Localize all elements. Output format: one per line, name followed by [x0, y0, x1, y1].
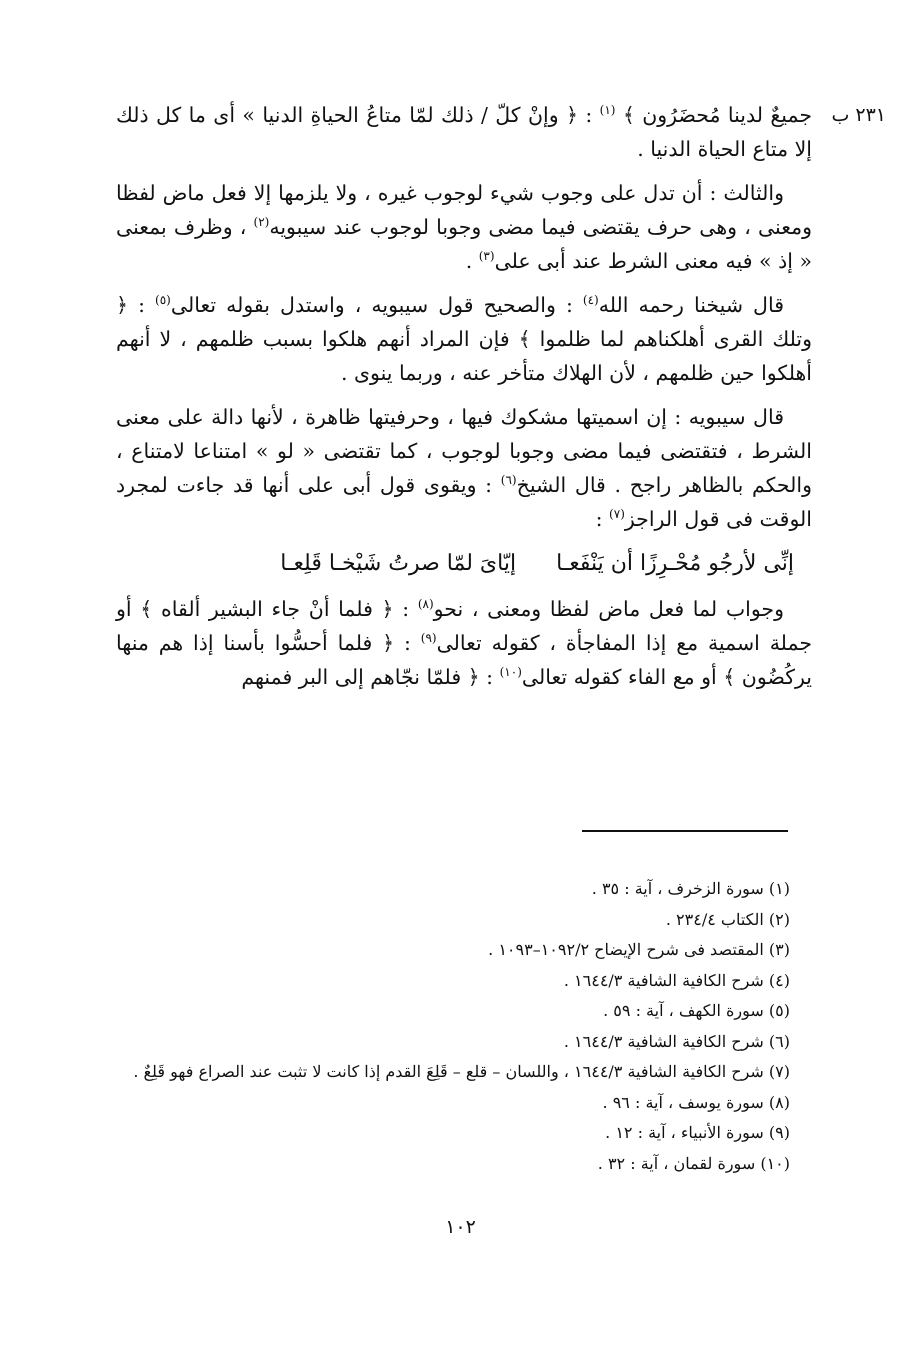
- footnote-item: (٤) شرح الكافية الشافية ١٦٤٤/٣ .: [563, 970, 790, 990]
- paragraph-text: : والصحيح قول سيبويه ، واستدل بقوله تعالى: [170, 293, 583, 317]
- paragraph-2: [116, 176, 812, 278]
- footnote-item: (١) سورة الزخرف ، آية : ٣٥ .: [591, 879, 790, 898]
- footnote-item: (٧) شرح الكافية الشافية ١٦٤٤/٣ ، واللسان – قلع – قَلِعَ القدم إذا كانت لا تثبت عند الصراع فهو قَلِعٌ .: [133, 1062, 790, 1081]
- verse-second-hemistich: إيّاىَ لمّا صرتُ شَيْخـا قَلِعـا: [280, 551, 517, 576]
- poetry-verse: [116, 546, 812, 582]
- footnote-item: (٩) سورة الأنبياء ، آية : ١٢ .: [605, 1123, 790, 1142]
- paragraph-text: قال سيبويه : إن اسميتها مشكوك فيها ، وحرفيتها ظاهرة ، لأنها دالة على معنى الشرط ، فتقتضى فيما مضى وجوبا لوجوب ، كما تقتضى « لو » امتناعا لامتناع ، والحكم بالظاهر راجح . قال الشيخ: [116, 405, 812, 497]
- paragraph-text: : ﴿ فلما أحسُّوا بأسنا إذا هم منها يركُضُون ﴾ أو مع الفاء كقوله تعالى: [116, 631, 812, 689]
- footnote-marker: (٢): [253, 215, 270, 230]
- margin-folio-note: ٢٣١ ب: [831, 104, 886, 126]
- footnote-marker: (٩): [420, 631, 437, 646]
- footnote-item: (٥) سورة الكهف ، آية : ٥٩ .: [603, 1001, 790, 1020]
- paragraph-text: : ﴿ وتلك القرى أهلكناهم لما ظلموا ﴾ فإن المراد أنهم هلكوا بسبب ظلمهم ، لا أنهم أهلكوا حين ظلمهم ، لأن الهلاك متأخر عنه ، وربما ينوى .: [116, 293, 812, 385]
- footnote-marker: (١): [599, 103, 616, 118]
- paragraph-text: وجواب لما فعل ماض لفظا ومعنى ، نحو: [433, 597, 784, 621]
- footnote-marker: (٣): [478, 249, 495, 264]
- footnote-item: (١٠) سورة لقمان ، آية : ٣٢ .: [597, 1153, 790, 1173]
- paragraph-1: [116, 98, 812, 166]
- footnote-marker: (٤): [582, 293, 599, 308]
- footnote-item: (٦) شرح الكافية الشافية ١٦٤٤/٣ .: [563, 1031, 790, 1051]
- paragraph-text: .: [465, 249, 479, 273]
- page-number: ١٠٢: [445, 1216, 476, 1238]
- footnote-marker: (٧): [609, 507, 625, 522]
- footnote-item: (٣) المقتصد فى شرح الإيضاح ١٠٩٢/٢–١٠٩٣ .: [488, 940, 790, 959]
- paragraph-4: [116, 400, 812, 536]
- main-text: [116, 98, 812, 704]
- paragraph-text: :: [595, 507, 610, 531]
- footnotes-list: [100, 874, 790, 1179]
- paragraph-text: : ﴿ فلما أنْ جاء البشير ألقاه ﴾ أو جملة اسمية مع إذا المفاجأة ، كقوله تعالى: [116, 597, 812, 655]
- paragraph-text: ، وظرف بمعنى « إذ » فيه معنى الشرط عند أبى على: [116, 215, 812, 273]
- footnote-marker: (٦): [500, 473, 517, 488]
- paragraph-text: قال شيخنا رحمه الله: [598, 293, 785, 317]
- verse-first-hemistich: إنِّى لأرجُو مُحْـرِزًا أن يَنْفَعـا: [556, 551, 794, 576]
- paragraph-text: والثالث : أن تدل على وجوب شيء لوجوب غيره ، ولا يلزمها إلا فعل ماض لفظا ومعنى ، وهى حرف يقتضى فيما مضى وجوبا لوجوب عند سيبويه: [116, 181, 812, 239]
- footnote-marker: (٨): [417, 597, 434, 612]
- paragraph-text: : ﴿ فلمّا نجّاهم إلى البر فمنهم: [241, 665, 500, 689]
- paragraph-3: [116, 288, 812, 390]
- paragraph-text: : ويقوى قول أبى على أنها قد جاءت لمجرد الوقت فى قول الراجز: [116, 473, 812, 531]
- footnote-separator: [582, 830, 788, 832]
- paragraph-text: : ﴿ وإنْ كلّ / ذلك لمّا متاعُ الحياةِ الدنيا » أى ما كل ذلك إلا متاع الحياة الدنيا .: [116, 103, 812, 161]
- footnote-item: (٨) سورة يوسف ، آية : ٩٦ .: [602, 1092, 790, 1112]
- footnote-item: (٢) الكتاب ٢٣٤/٤ .: [665, 909, 790, 929]
- footnote-marker: (١٠): [499, 665, 522, 680]
- paragraph-text: جميعٌ لدينا مُحضَرُون ﴾: [615, 103, 812, 127]
- paragraph-5: [116, 592, 812, 694]
- footnote-marker: (٥): [155, 293, 171, 308]
